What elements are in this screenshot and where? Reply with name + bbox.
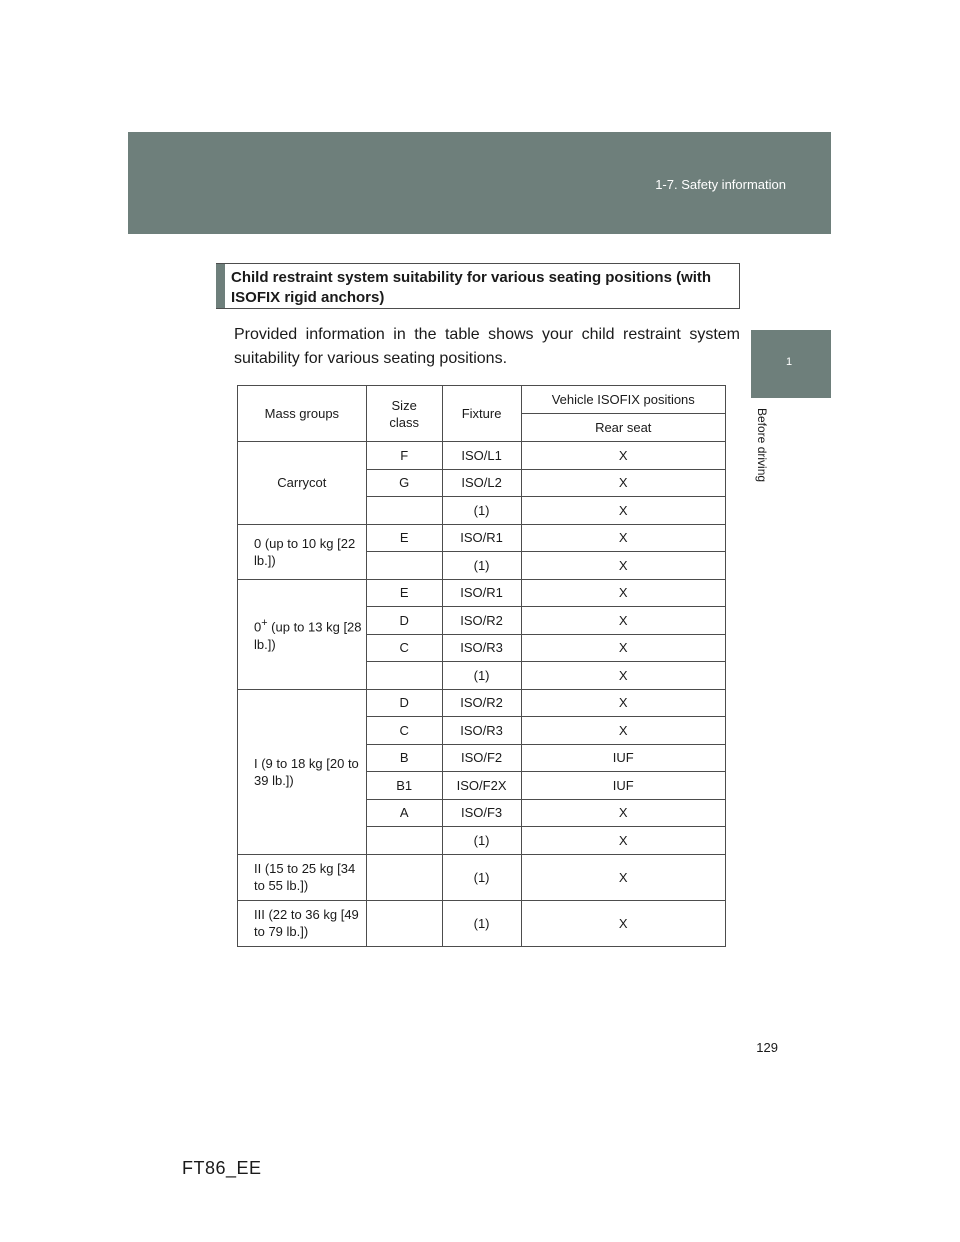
table-row (238, 579, 726, 607)
size-class-cell: E (366, 579, 442, 607)
fixture-cell: (1) (442, 552, 521, 580)
size-class-cell: A (366, 799, 442, 827)
fixture-cell: (1) (442, 900, 521, 946)
heading-text: Child restraint system suitability for various seating positions (with ISOFIX rigid anchors) (231, 269, 712, 306)
size-class-cell: F (366, 442, 442, 470)
mass-group-label-rest: (up to 13 kg [28 lb.]) (254, 619, 362, 652)
table-row (238, 524, 726, 552)
header-fixture: Fixture (442, 386, 521, 442)
rear-seat-cell: IUF (521, 744, 725, 772)
fixture-cell: ISO/F2 (442, 744, 521, 772)
fixture-cell: ISO/R2 (442, 689, 521, 717)
mass-group-label-base: 0 (254, 619, 262, 635)
fixture-cell: ISO/L1 (442, 442, 521, 470)
heading-accent-bar (216, 264, 225, 308)
rear-seat-cell: X (521, 799, 725, 827)
size-class-cell (366, 552, 442, 580)
rear-seat-cell: X (521, 634, 725, 662)
size-class-cell: B1 (366, 772, 442, 800)
table-row (238, 442, 726, 470)
mass-group-cell: I (9 to 18 kg [20 to 39 lb.]) (238, 689, 367, 854)
footer-code: FT86_EE (182, 1158, 262, 1178)
fixture-cell: ISO/F2X (442, 772, 521, 800)
fixture-cell: ISO/F3 (442, 799, 521, 827)
size-class-cell: D (366, 689, 442, 717)
rear-seat-cell: X (521, 662, 725, 690)
rear-seat-cell: X (521, 689, 725, 717)
table-row (238, 689, 726, 717)
suitability-table (237, 385, 726, 947)
rear-seat-cell: IUF (521, 772, 725, 800)
fixture-cell: ISO/R1 (442, 524, 521, 552)
size-class-cell: C (366, 634, 442, 662)
table-row (238, 854, 726, 900)
section-title: 1-7. Safety information (655, 177, 786, 192)
rear-seat-cell: X (521, 497, 725, 525)
size-class-cell: E (366, 524, 442, 552)
table-header-row (238, 386, 726, 414)
mass-group-cell: Carrycot (238, 442, 367, 525)
size-class-cell: B (366, 744, 442, 772)
size-class-cell (366, 900, 442, 946)
rear-seat-cell: X (521, 442, 725, 470)
header-mass-groups: Mass groups (238, 386, 367, 442)
fixture-cell: ISO/R3 (442, 634, 521, 662)
fixture-cell: (1) (442, 827, 521, 855)
mass-group-cell: II (15 to 25 kg [34 to 55 lb.]) (238, 854, 367, 900)
size-class-cell (366, 854, 442, 900)
size-class-cell (366, 497, 442, 525)
fixture-cell: ISO/L2 (442, 469, 521, 497)
chapter-number: 1 (786, 356, 793, 368)
header-size-class: Size class (366, 386, 442, 442)
rear-seat-cell: X (521, 717, 725, 745)
rear-seat-cell: X (521, 900, 725, 946)
chapter-tab (751, 330, 831, 398)
size-class-cell: C (366, 717, 442, 745)
mass-group-cell: 0 (up to 10 kg [22 lb.]) (238, 524, 367, 579)
section-heading (216, 263, 740, 309)
rear-seat-cell: X (521, 579, 725, 607)
fixture-cell: ISO/R1 (442, 579, 521, 607)
page-number: 129 (756, 1040, 778, 1055)
rear-seat-cell: X (521, 469, 725, 497)
size-class-cell (366, 662, 442, 690)
fixture-cell: (1) (442, 854, 521, 900)
rear-seat-cell: X (521, 827, 725, 855)
header-vehicle-positions: Vehicle ISOFIX positions (521, 386, 725, 414)
fixture-cell: (1) (442, 662, 521, 690)
chapter-label-container (749, 408, 779, 518)
size-class-cell: G (366, 469, 442, 497)
rear-seat-cell: X (521, 607, 725, 635)
header-band (128, 132, 831, 234)
chapter-label: Before driving (755, 408, 769, 483)
fixture-cell: ISO/R2 (442, 607, 521, 635)
rear-seat-cell: X (521, 854, 725, 900)
fixture-cell: ISO/R3 (442, 717, 521, 745)
rear-seat-cell: X (521, 552, 725, 580)
mass-group-cell (238, 579, 367, 689)
intro-paragraph: Provided information in the table shows your child restraint system suitability for various seating positions. (234, 326, 740, 367)
size-class-cell: D (366, 607, 442, 635)
fixture-cell: (1) (442, 497, 521, 525)
header-rear-seat: Rear seat (521, 414, 725, 442)
rear-seat-cell: X (521, 524, 725, 552)
mass-group-label-sup: + (261, 617, 268, 630)
table-row (238, 900, 726, 946)
size-class-cell (366, 827, 442, 855)
mass-group-cell: III (22 to 36 kg [49 to 79 lb.]) (238, 900, 367, 946)
